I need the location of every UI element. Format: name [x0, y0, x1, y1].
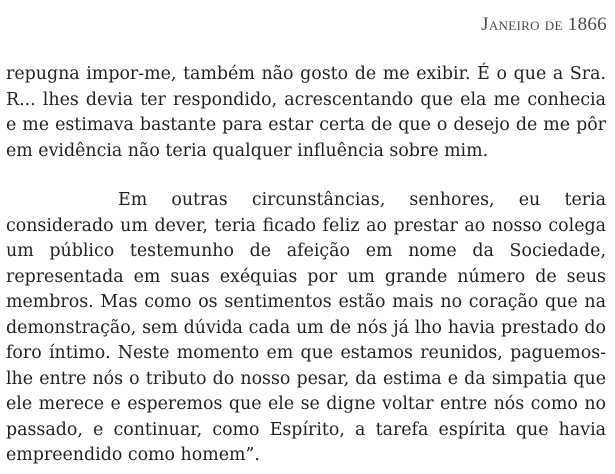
paragraph-2-text: Em outras circunstâncias, senhores, eu teria considerado um dever, teria ficado feliz ao prestar ao nosso colega um público testemunho de afeição em nome da Sociedade, representada em suas exéquias por um grande número de seus membros. Mas como os sentimentos estão mais no coração que na demonstração, sem dúvida cada um de nós já lho havia prestado do foro íntimo. Neste momento em que estamos reunidos, paguemos-lhe entre nós o tributo do nosso pesar, da estima e da simpatia que ele merece e esperemos que ele se digne voltar entre nós como no passado, e continuar, como Espírito, a tarefa espírita que havia empreendido como homem”. [6, 190, 606, 465]
page-body [6, 62, 606, 469]
paragraph-2 [6, 188, 606, 469]
paragraph-1: repugna impor-me, também não gosto de me exibir. É o que a Sra. R... lhes devia ter respondido, acrescentando que ela me conhecia e me estimava bastante para estar certa de que o desejo de me pôr em evidência não teria qualquer influência sobre mim. [6, 64, 606, 161]
running-header: Janeiro de 1866 [481, 14, 607, 35]
